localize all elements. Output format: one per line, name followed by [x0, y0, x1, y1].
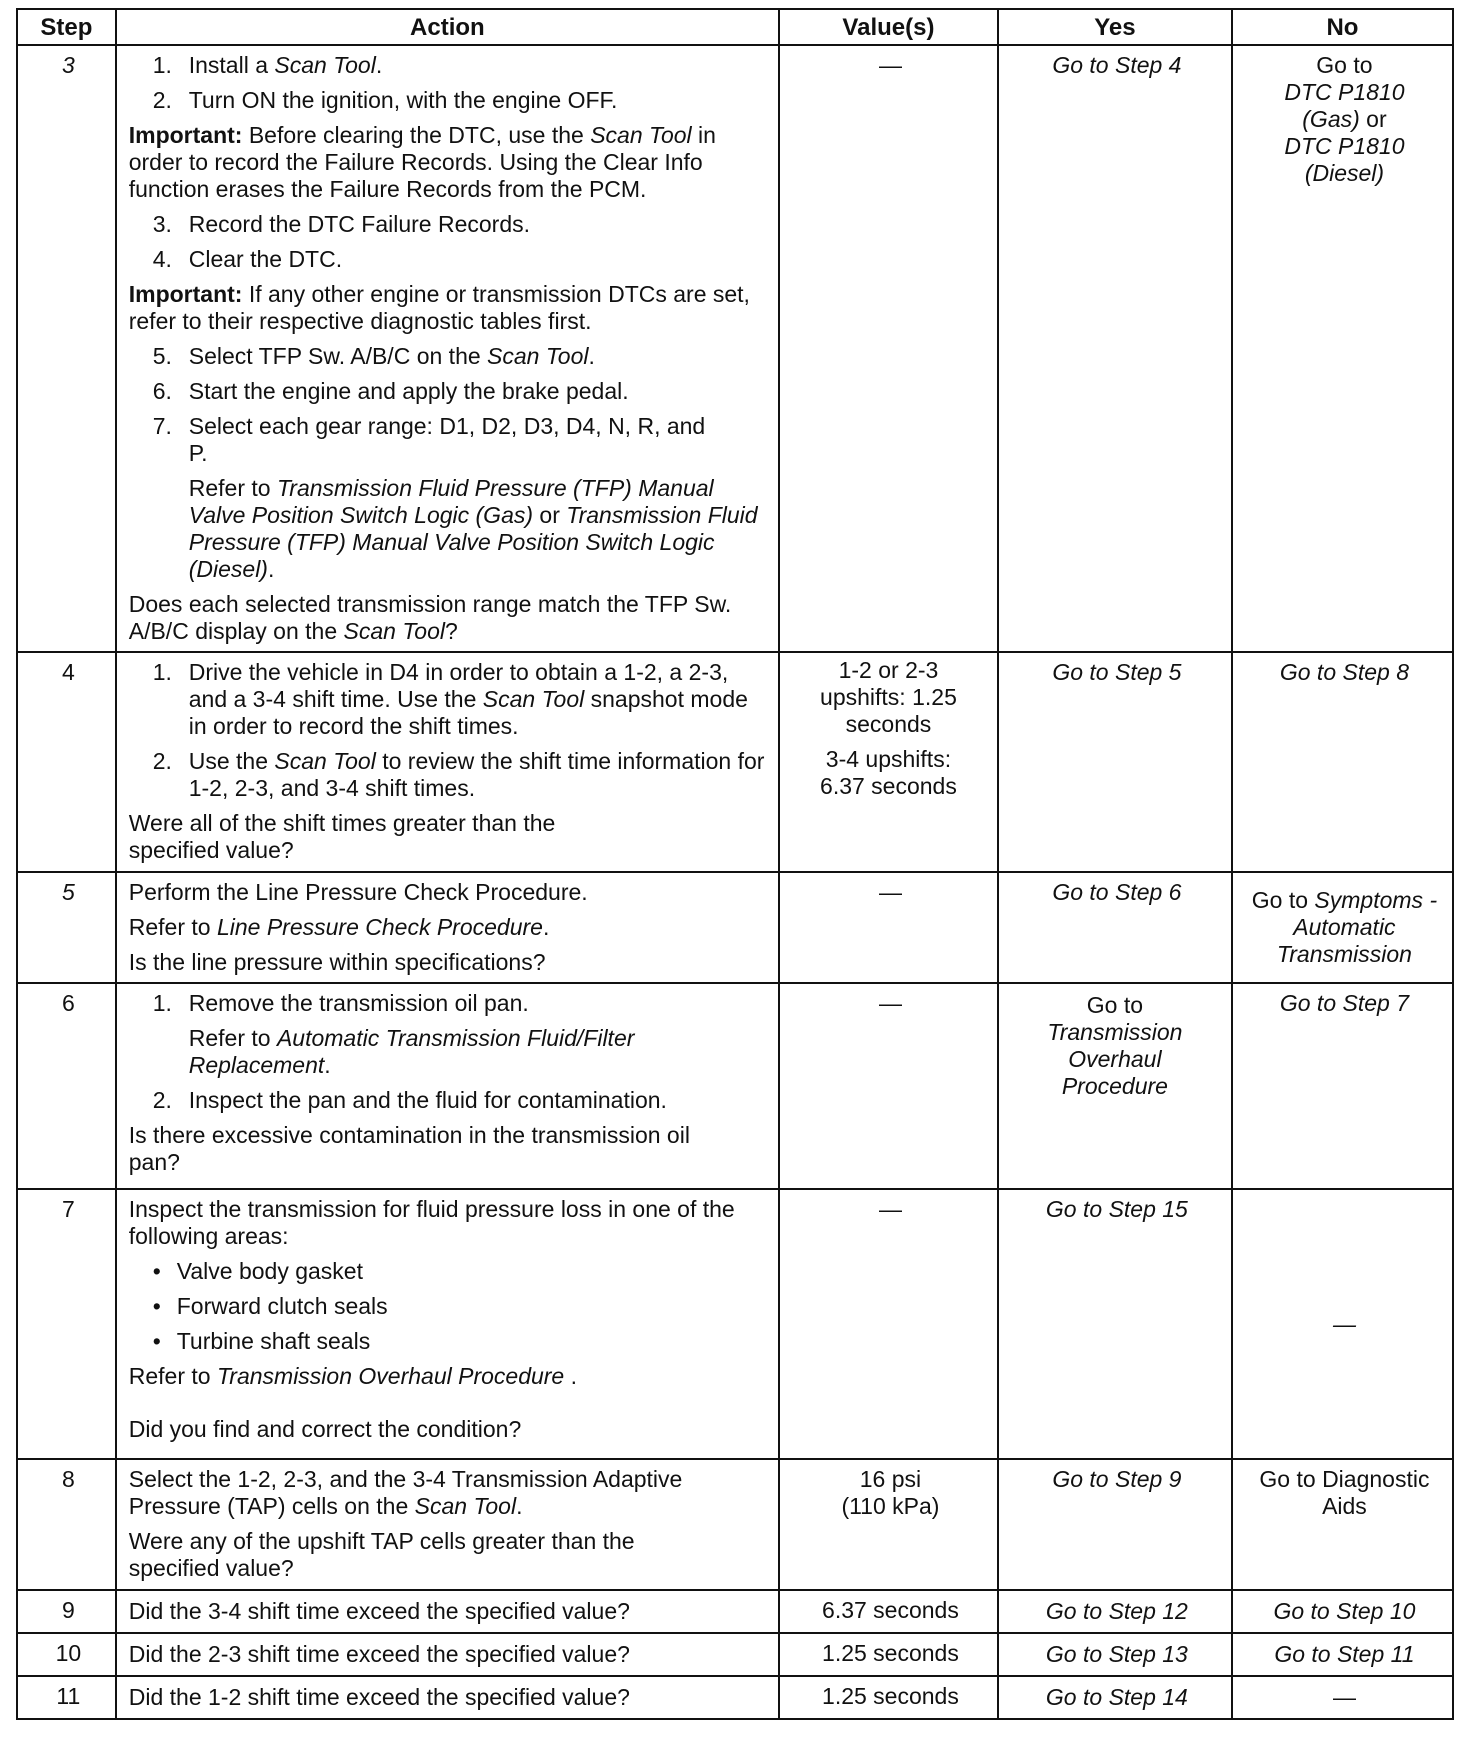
table-row-step-11	[17, 1676, 1453, 1719]
action-cell: Select the 1-2, 2-3, and the 3-4 Transmission Adaptive Pressure (TAP) cells on the Scan Tool. Were any of the upshift TAP cells greater than the specified value?	[116, 1459, 779, 1590]
action-cell: 1. Drive the vehicle in D4 in order to obtain a 1-2, a 2-3, and a 3-4 shift time. Use the Scan Tool snapshot mode in order to record the shift times. 2. Use the Scan Tool to review the shift time information for 1-2, 2-3, and 3-4 shift times. Were all of the shift times greater than the specified value?	[116, 652, 779, 872]
step-number: 6	[17, 983, 116, 1189]
no-cell: —	[1232, 1189, 1453, 1459]
diagnostic-table-page	[16, 8, 1456, 1720]
table-row-step-5	[17, 872, 1453, 983]
no-cell: Go to Symptoms - Automatic Transmission	[1232, 872, 1453, 983]
question-text: Is there excessive contamination in the transmission oil pan?	[128, 1122, 690, 1175]
step-number: 10	[17, 1633, 116, 1676]
value-cell: —	[779, 45, 998, 652]
table-row-step-9	[17, 1590, 1453, 1633]
header-row	[17, 9, 1453, 45]
header-no: No	[1232, 9, 1453, 45]
no-cell: Go to Step 10	[1232, 1590, 1453, 1633]
table-row-step-8	[17, 1459, 1453, 1590]
list-item: • Forward clutch seals	[152, 1293, 388, 1319]
header-action: Action	[116, 9, 779, 45]
yes-cell: Go to Transmission Overhaul Procedure	[998, 983, 1232, 1189]
yes-cell: Go to Step 4	[998, 45, 1232, 652]
action-cell: 1. Install a Scan Tool. 2. Turn ON the ignition, with the engine OFF. Important: Before clearing the DTC, use the Scan Tool in order to record the Failure Records. Using the Clear Info function erases the Failure Records from the PCM. 3. Record the DTC Failure Records. 4. Clear the DTC. Important: If any other engine or transmission DTCs are set, refer to their respective diagnostic tables first. 5. Select TFP Sw. A/B/C on the Scan Tool. 6. Start the engine and apply the brake pedal. 7. Select each gear range: D1, D2, D3, D4, N, R, and P. Refer to Transmission Fluid Pressure (TFP) Manual Valve Position Switch Logic (Gas) or Transmission Fluid Pressure (TFP) Manual Valve Position Switch Logic (Diesel). Does each selected transmission range match the TFP Sw. A/B/C display on the Scan Tool?	[116, 45, 779, 652]
question-text: Does each selected transmission range match the TFP Sw. A/B/C display on the Scan Tool?	[128, 591, 732, 644]
table-row-step-3	[17, 45, 1453, 652]
action-cell: Perform the Line Pressure Check Procedure. Refer to Line Pressure Check Procedure. Is the line pressure within specifications?	[116, 872, 779, 983]
table-row-step-7	[17, 1189, 1453, 1459]
action-cell: Inspect the transmission for fluid pressure loss in one of the following areas: • Valve body gasket • Forward clutch seals • Turbine shaft seals Refer to Transmission Overhaul Procedure . Did you find and correct the condition?	[116, 1189, 779, 1459]
important-note: Important: Before clearing the DTC, use the Scan Tool in order to record the Failure Records. Using the Clear Info function erases the Failure Records from the PCM.	[128, 122, 716, 202]
no-cell: —	[1232, 1676, 1453, 1719]
no-cell: Go to DTC P1810 (Gas) or DTC P1810 (Diesel)	[1232, 45, 1453, 652]
step-number: 11	[17, 1676, 116, 1719]
no-cell: Go to Step 7	[1232, 983, 1453, 1189]
table-row-step-4	[17, 652, 1453, 872]
yes-cell: Go to Step 9	[998, 1459, 1232, 1590]
diagnostic-table	[16, 8, 1454, 1720]
table-row-step-10	[17, 1633, 1453, 1676]
reference-text: Refer to Transmission Fluid Pressure (TFP) Manual Valve Position Switch Logic (Gas) or Transmission Fluid Pressure (TFP) Manual Valve Position Switch Logic (Diesel).	[188, 475, 758, 582]
value-cell: 6.37 seconds	[779, 1590, 998, 1633]
no-cell: Go to Step 8	[1232, 652, 1453, 872]
no-cell: Go to Diagnostic Aids	[1232, 1459, 1453, 1590]
step-number: 5	[17, 872, 116, 983]
step-number: 8	[17, 1459, 116, 1590]
step-number: 4	[17, 652, 116, 872]
table-row-step-6	[17, 983, 1453, 1189]
reference-text: Refer to Transmission Overhaul Procedure .	[128, 1363, 578, 1389]
question-text: Did you find and correct the condition?	[128, 1416, 522, 1442]
yes-cell: Go to Step 5	[998, 652, 1232, 872]
question-text: Did the 3-4 shift time exceed the specified value?	[116, 1590, 779, 1633]
value-cell: —	[779, 1189, 998, 1459]
action-cell: 1. Remove the transmission oil pan. Refer to Automatic Transmission Fluid/Filter Replacement. 2. Inspect the pan and the fluid for contamination. Is there excessive contamination in the transmission oil pan?	[116, 983, 779, 1189]
header-yes: Yes	[998, 9, 1232, 45]
header-values: Value(s)	[779, 9, 998, 45]
yes-cell: Go to Step 14	[998, 1676, 1232, 1719]
value-cell: 1-2 or 2-3 upshifts: 1.25 seconds 3-4 upshifts: 6.37 seconds	[779, 652, 998, 872]
reference-text: Refer to Automatic Transmission Fluid/Filter Replacement.	[188, 1025, 635, 1078]
yes-cell: Go to Step 15	[998, 1189, 1232, 1459]
yes-cell: Go to Step 13	[998, 1633, 1232, 1676]
question-text: Is the line pressure within specifications?	[128, 949, 546, 975]
value-cell: —	[779, 872, 998, 983]
list-item: • Turbine shaft seals	[152, 1328, 371, 1354]
value-cell: 1.25 seconds	[779, 1633, 998, 1676]
step-number: 9	[17, 1590, 116, 1633]
yes-cell: Go to Step 12	[998, 1590, 1232, 1633]
question-text: Did the 2-3 shift time exceed the specified value?	[116, 1633, 779, 1676]
question-text: Did the 1-2 shift time exceed the specified value?	[116, 1676, 779, 1719]
question-text: Were any of the upshift TAP cells greater than the specified value?	[128, 1528, 635, 1581]
important-note: Important: If any other engine or transmission DTCs are set, refer to their respective diagnostic tables first.	[128, 281, 750, 334]
yes-cell: Go to Step 6	[998, 872, 1232, 983]
header-step: Step	[17, 9, 116, 45]
value-cell: —	[779, 983, 998, 1189]
step-number: 7	[17, 1189, 116, 1459]
step-number: 3	[17, 45, 116, 652]
no-cell: Go to Step 11	[1232, 1633, 1453, 1676]
value-cell: 1.25 seconds	[779, 1676, 998, 1719]
value-cell: 16 psi (110 kPa)	[779, 1459, 998, 1590]
list-item: • Valve body gasket	[152, 1258, 363, 1284]
question-text: Were all of the shift times greater than the specified value?	[128, 810, 556, 863]
